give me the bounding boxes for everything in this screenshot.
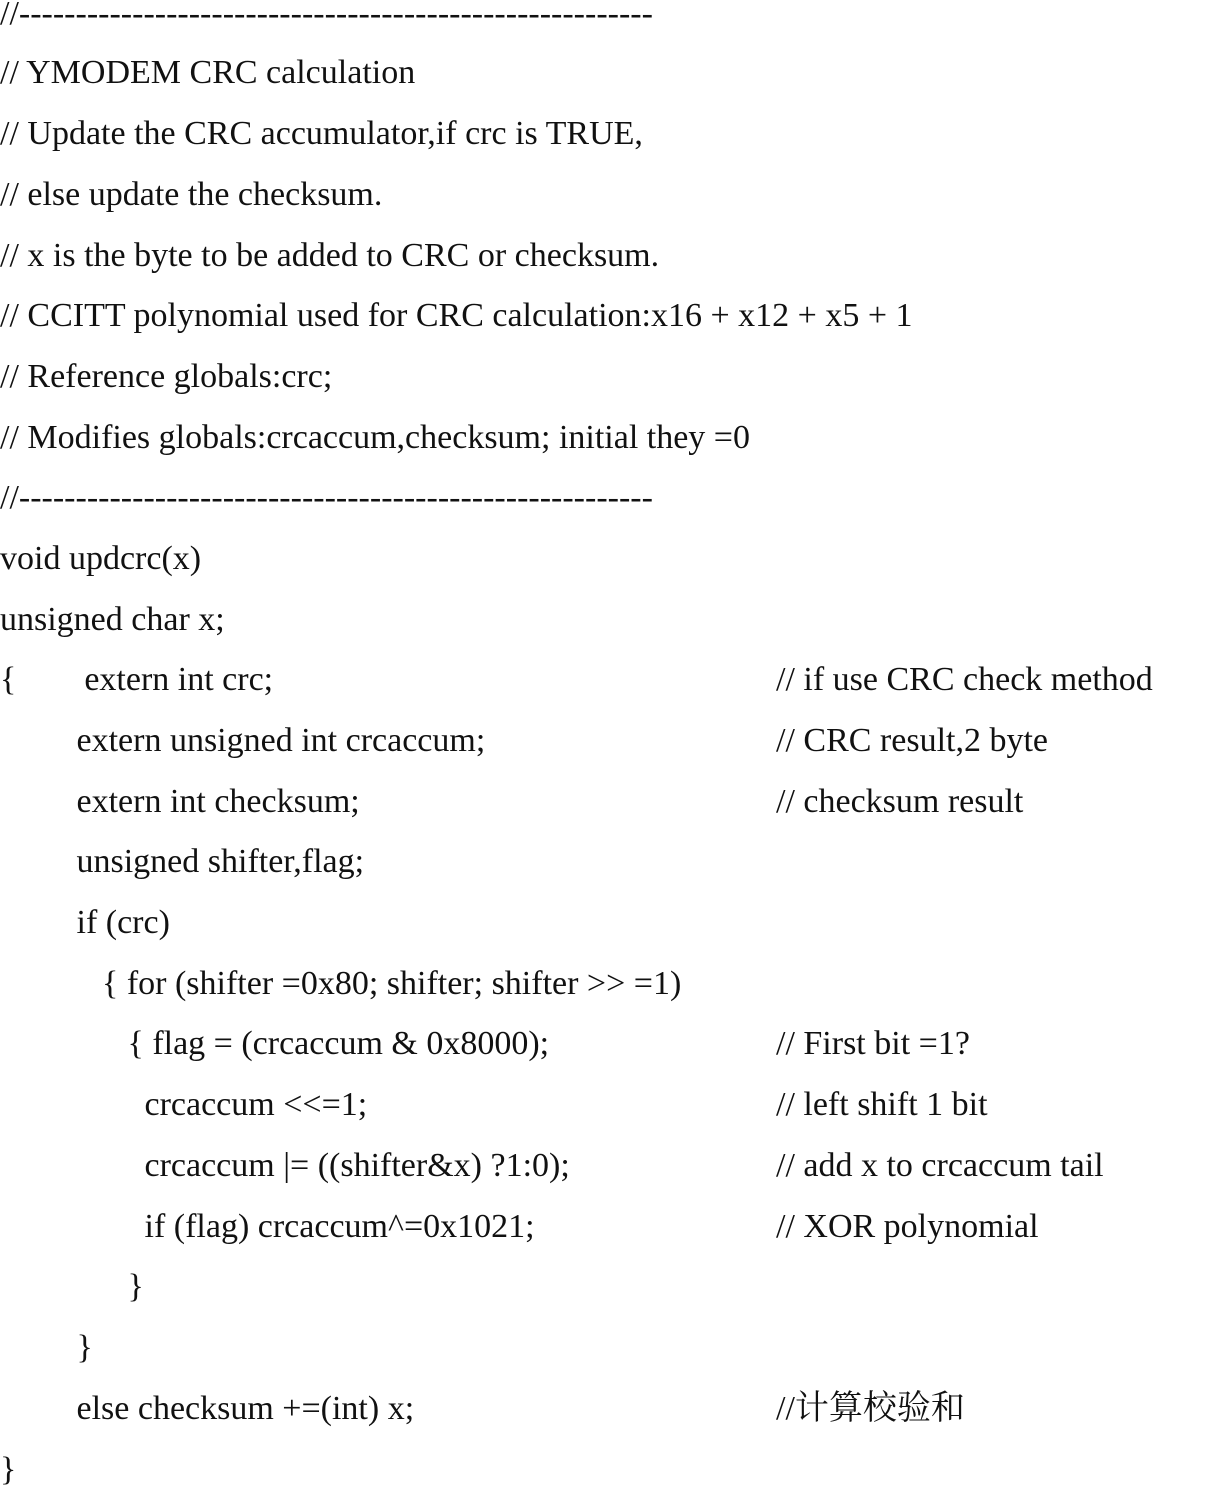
code-text: else checksum +=(int) x; — [0, 1390, 415, 1427]
code-text: // Update the CRC accumulator,if crc is TRUE, — [0, 115, 643, 152]
code-text: // Modifies globals:crcaccum,checksum; initial they =0 — [0, 419, 750, 456]
code-text: unsigned shifter,flag; — [0, 843, 365, 880]
code-comment: // First bit =1? — [776, 1025, 970, 1062]
code-text: extern int checksum; — [0, 783, 360, 820]
code-text: if (flag) crcaccum^=0x1021; — [0, 1208, 535, 1245]
code-comment: // add x to crcaccum tail — [776, 1147, 1104, 1184]
code-text: crcaccum |= ((shifter&x) ?1:0); — [0, 1147, 570, 1184]
code-text: } — [0, 1268, 144, 1305]
code-text: // CCITT polynomial used for CRC calculation:x16 + x12 + x5 + 1 — [0, 297, 913, 334]
code-text: } — [0, 1451, 17, 1488]
code-text: //-------------------------------------------------------- — [0, 479, 653, 516]
code-comment: //计算校验和 — [776, 1390, 965, 1427]
code-text: { for (shifter =0x80; shifter; shifter >> =1) — [0, 965, 682, 1002]
code-text: // YMODEM CRC calculation — [0, 54, 416, 91]
code-text: { extern int crc; — [0, 661, 274, 698]
code-text: crcaccum <<=1; — [0, 1086, 368, 1123]
code-text: unsigned char x; — [0, 601, 225, 638]
code-text: // Reference globals:crc; — [0, 358, 333, 395]
code-text: { flag = (crcaccum & 0x8000); — [0, 1025, 550, 1062]
code-comment: // if use CRC check method — [776, 661, 1153, 698]
code-comment: // left shift 1 bit — [776, 1086, 988, 1123]
code-text: //-------------------------------------------------------- — [0, 0, 653, 32]
code-comment: // checksum result — [776, 783, 1024, 820]
code-text: if (crc) — [0, 904, 170, 941]
code-text: // x is the byte to be added to CRC or checksum. — [0, 237, 660, 274]
code-comment: // XOR polynomial — [776, 1208, 1039, 1245]
code-text: void updcrc(x) — [0, 540, 202, 577]
code-text: extern unsigned int crcaccum; — [0, 722, 486, 759]
code-comment: // CRC result,2 byte — [776, 722, 1048, 759]
code-text: } — [0, 1329, 93, 1366]
code-text: // else update the checksum. — [0, 176, 383, 213]
